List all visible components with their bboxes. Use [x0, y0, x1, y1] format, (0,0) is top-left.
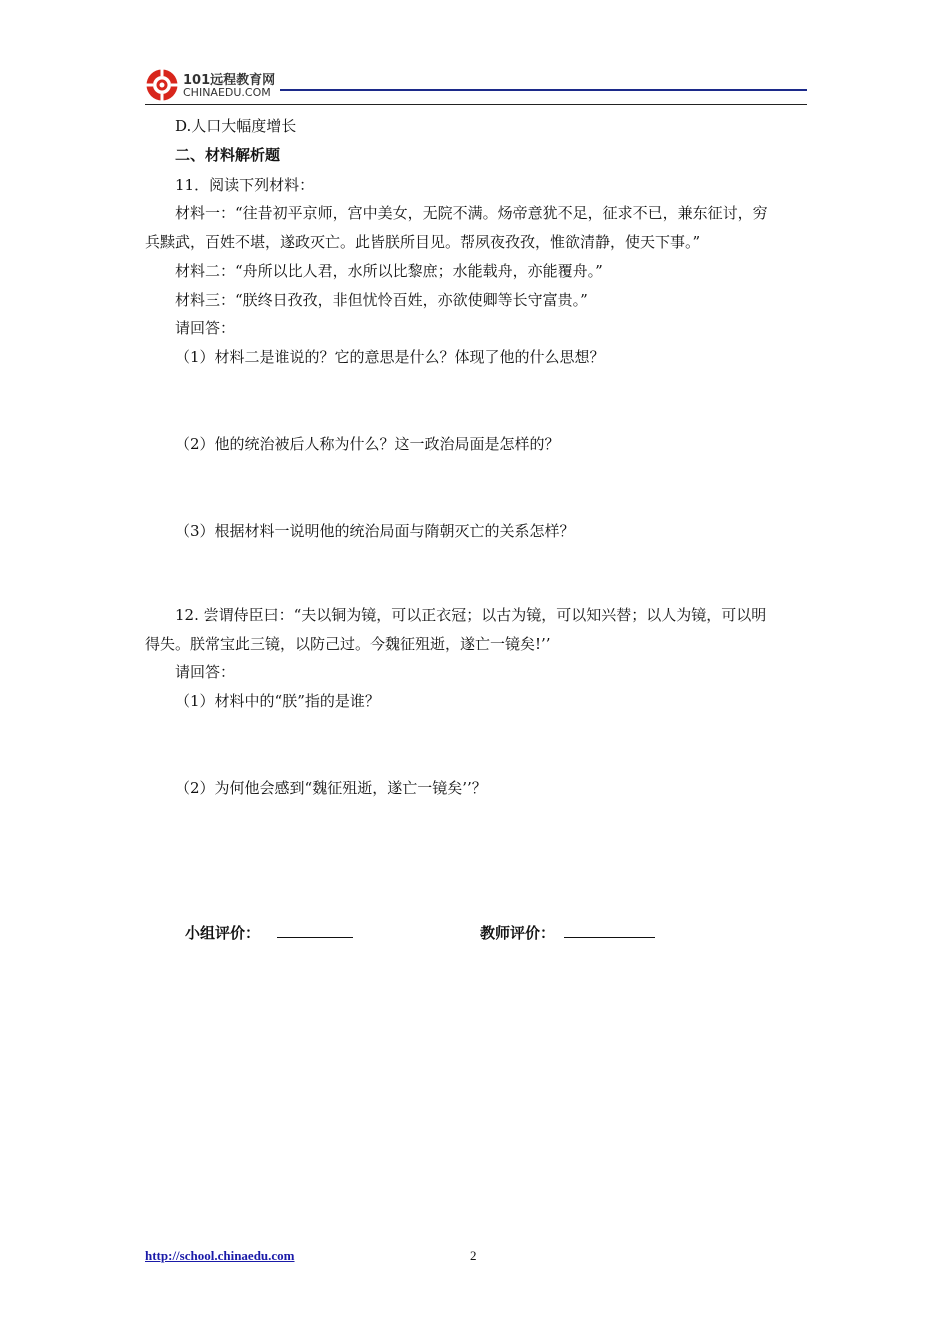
logo-english-text: CHINAEDU.COM — [183, 86, 271, 99]
chinaedu-logo-icon — [145, 68, 179, 102]
header-black-rule — [145, 104, 807, 105]
option-d: D.人口大幅度增长 — [175, 117, 297, 135]
question-12-1: （1）材料中的“朕”指的是谁？ — [175, 692, 380, 710]
footer-url-link[interactable]: http://school.chinaedu.com — [145, 1248, 295, 1263]
question-11-3: （3）根据材料一说明他的统治局面与隋朝灭亡的关系怎样？ — [175, 522, 575, 540]
please-answer-2: 请回答： — [175, 663, 236, 681]
question-11-1: （1）材料二是谁说的？它的意思是什么？体现了他的什么思想？ — [175, 348, 605, 366]
page-number: 2 — [470, 1248, 477, 1263]
please-answer-1: 请回答： — [175, 319, 236, 337]
material-2: 材料二：“舟所以比人君，水所以比黎庶；水能载舟，亦能覆舟。” — [175, 262, 603, 280]
question-12-line-2: 得失。朕常宝此三镜，以防己过。今魏征殂逝，遂亡一镜矣!’’ — [145, 635, 551, 653]
page-header — [145, 66, 807, 106]
question-12-2: （2）为何他会感到“魏征殂逝，遂亡一镜矣’’？ — [175, 779, 487, 797]
header-blue-rule — [280, 89, 807, 91]
material-1-line-1: 材料一：“往昔初平京师，宫中美女，无院不满。炀帝意犹不足，征求不已，兼东征讨，穷 — [175, 204, 768, 222]
logo — [145, 68, 285, 102]
question-11-stem: 11．阅读下列材料： — [175, 176, 315, 194]
material-1-line-2: 兵黩武，百姓不堪，遂政灭亡。此皆朕所目见。帮夙夜孜孜，惟欲清静，使天下事。” — [145, 233, 701, 251]
logo-chinese-text: 101远程教育网 — [183, 73, 276, 88]
section-heading: 二、材料解析题 — [175, 146, 281, 164]
teacher-evaluation-blank[interactable] — [564, 937, 655, 938]
group-evaluation-label: 小组评价： — [185, 924, 261, 942]
material-3: 材料三：“朕终日孜孜，非但忧怜百姓，亦欲使卿等长守富贵。” — [175, 291, 588, 309]
group-evaluation-blank[interactable] — [277, 937, 353, 938]
teacher-evaluation-label: 教师评价： — [480, 924, 556, 942]
question-12-line-1: 12. 尝谓侍臣曰：“夫以铜为镜，可以正衣冠；以古为镜，可以知兴替；以人为镜，可以明 — [175, 606, 767, 624]
question-11-2: （2）他的统治被后人称为什么？这一政治局面是怎样的？ — [175, 435, 560, 453]
